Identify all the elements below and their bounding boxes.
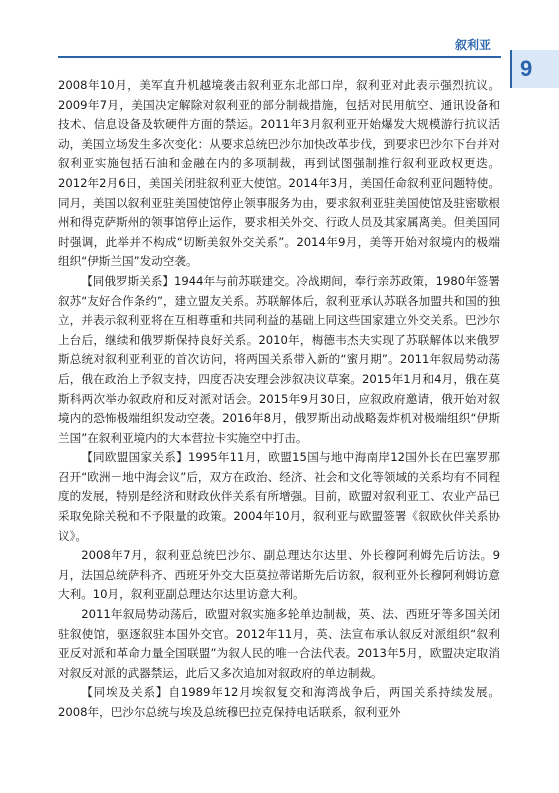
paragraph xyxy=(58,272,500,448)
paragraph-text: 自1989年12月埃叙复交和海湾战争后，两国关系持续发展。2008年，巴沙尔总统与埃及总统穆巴拉克保持电话联系，叙利亚外 xyxy=(58,685,500,719)
page-number: 9 xyxy=(520,56,533,81)
section-heading: 【同埃及关系】 xyxy=(81,685,169,700)
body-text xyxy=(58,76,500,723)
paragraph-text: 1944年与前苏联建交。冷战期间，奉行亲苏政策，1980年签署叙苏“友好合作条约”，建立盟友关系。苏联解体后，叙利亚承认苏联各加盟共和国的独立，并表示叙利亚将在互相尊重和共同利益的基础上同这些国家建立外交关系。巴沙尔上台后，继续和俄罗斯保持良好关系。2010年，梅德韦杰夫实现了苏联解体以来俄罗斯总统对叙利亚利亚的首次访问，将两国关系带入新的“蜜月期”。2011年叙局势动荡后，俄在政治上予叙支持，四度否决安理会涉叙决议草案。2015年1月和4月，俄在莫斯科两次举办叙政府和反对派对话会。2015年9月30日，应叙政府邀请，俄开始对叙境内的恐怖极端组织发动空袭。2016年8月，俄罗斯出动战略轰炸机对极端组织“伊斯兰国”在叙利亚境内的大本营拉卡实施空中打击。 xyxy=(58,273,500,445)
paragraph-text: 2011年叙局势动荡后，欧盟对叙实施多轮单边制裁，英、法、西班牙等多国关闭驻叙使馆，驱逐叙驻本国外交官。2012年11月，英、法宣布承认叙反对派组织“叙利亚反对派和革命力量全国联盟”为叙人民的唯一合法代表。2013年5月，欧盟决定取消对叙反对派的武器禁运，此后又多次追加对叙政府的单边制裁。 xyxy=(58,607,500,680)
section-heading: 【同欧盟国家关系】 xyxy=(81,450,189,465)
paragraph xyxy=(58,546,500,605)
paragraph xyxy=(58,605,500,683)
paragraph-text: 2008年10月，美军直升机越境袭击叙利亚东北部口岸，叙利亚对此表示强烈抗议。2009年7月，美国决定解除对叙利亚的部分制裁措施，包括对民用航空、通讯设备和技术、信息设备及软硬件方面的禁运。2011年3月叙利亚开始爆发大规模游行抗议活动，美国立场发生多次变化：从要求总统巴沙尔加快改革步伐，到要求巴沙尔下台并对叙利亚实施包括石油和金融在内的多项制裁，再到试图强制推行叙利亚政权更迭。2012年2月6日，美国关闭驻叙利亚大使馆。2014年3月，美国任命叙利亚问题特使。同月，美国以叙利亚驻美国使馆停止领事服务为由，要求叙利亚驻美国使馆及驻密歇根州和得克萨斯州的领事馆停止运作，要求相关外交、行政人员及其家属离美。但美国同时强调，此举并不构成“切断美叙外交关系”。2014年9月，美等开始对叙境内的极端组织“伊斯兰国”发动空袭。 xyxy=(58,78,500,269)
page-tab xyxy=(510,50,559,88)
paragraph xyxy=(58,76,500,272)
section-heading: 【同俄罗斯关系】 xyxy=(81,273,175,288)
paragraph-text: 1995年11月，欧盟15国与地中海南岸12国外长在巴塞罗那召开“欧洲－地中海会议”后，双方在政治、经济、社会和文化等领域的关系均有不同程度的发展，特别是经济和财政伙伴关系有所增强。目前，欧盟对叙利亚工、农业产品已采取免除关税和不予限量的政策。2004年10月，叙利亚与欧盟签署《叙欧伙伴关系协议》。 xyxy=(58,450,500,543)
header-rule xyxy=(58,56,501,58)
paragraph xyxy=(58,683,500,722)
paragraph xyxy=(58,448,500,546)
running-header: 叙利亚 xyxy=(455,38,492,52)
paragraph-text: 2008年7月，叙利亚总统巴沙尔、副总理达尔达里、外长穆阿利姆先后访法。9月，法国总统萨科齐、西班牙外交大臣莫拉蒂诺斯先后访叙，叙利亚外长穆阿利姆访意大利。10月，叙利亚副总理达尔达里访意大利。 xyxy=(58,548,500,602)
